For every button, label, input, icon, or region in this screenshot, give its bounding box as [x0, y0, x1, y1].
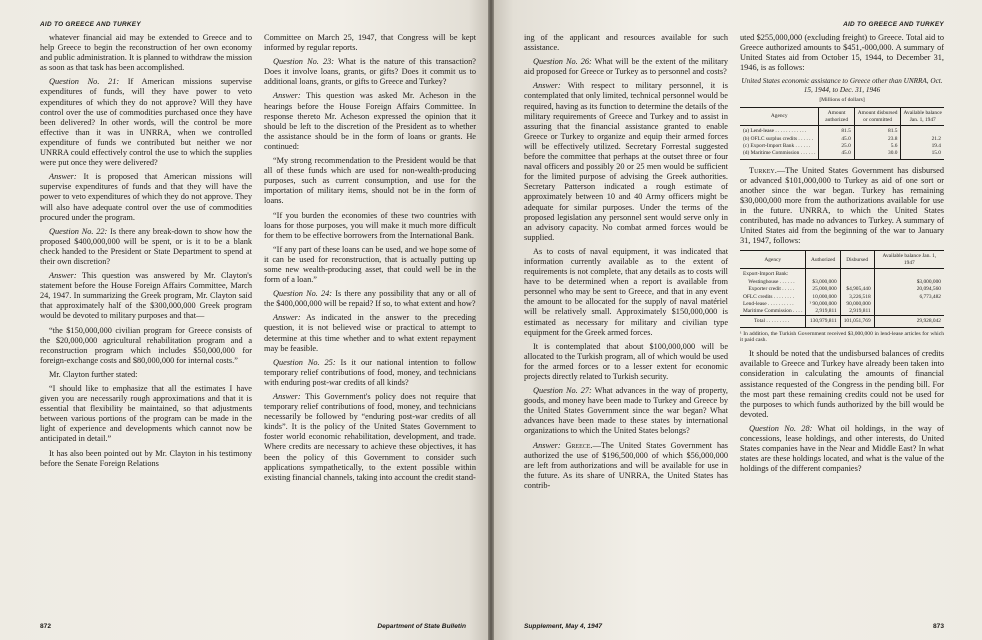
left-page	[0, 0, 488, 640]
paragraph-text: What oil holdings, in the way of concessions, lease holdings, and other interests, do United States companies have in the Near and Middle East? In what states are these holdings located, and what is the value of the holdings of the different companies?	[740, 423, 944, 474]
table-cell: 90,000,000	[840, 300, 874, 307]
table-cell: OFLC credits . . . . . . . .	[743, 293, 795, 300]
table-cell: 21.2	[901, 135, 944, 142]
paragraph	[264, 33, 476, 53]
table-cell	[901, 126, 944, 135]
paragraph-text: ing of the applicant and resources available for such assistance.	[524, 33, 728, 53]
paragraph-text: Is there any break-down to show how the proposed $400,000,000 will be spent, or is it to be a blank check handed to the President or State Department to spend at their own discretion?	[40, 226, 252, 266]
table-cell: 19.4	[901, 142, 944, 149]
page-number-right: 873	[932, 623, 944, 630]
question-lead: Answer:	[273, 91, 301, 101]
paragraph-text: whatever financial aid may be extended to Greece and to help Greece to begin the reconstruction of her own economy and public administration. It is planned to withdraw the mission as soon as that task has been accomplished.	[40, 33, 252, 73]
question-lead: Question No. 26:	[533, 57, 592, 67]
paragraph-text: It has also been pointed out by Mr. Clayton in his testimony before the Senate Foreign Relations	[40, 448, 252, 468]
paragraph-text: “If you burden the economies of these two countries with loans for those purposes, you will make it much more difficult for them to be effective borrowers from the International Bank.	[264, 210, 476, 240]
paragraph-text: Is it our national intention to follow temporary relief contributions of food, money, and technicians with enduring post-war credits of all kinds?	[264, 357, 476, 387]
right-column-2	[740, 33, 944, 611]
issue-date: Supplement, May 4, 1947	[524, 623, 603, 630]
table-header-cell: Available balance Jan. 1, 1947	[874, 251, 944, 269]
table-cell: ¹ 90,000,000	[806, 300, 840, 307]
right-page-columns	[524, 33, 944, 611]
table-cell: 20,094,560	[874, 286, 944, 293]
table-header-cell: Agency	[740, 251, 806, 269]
paragraph	[40, 326, 252, 366]
table-row	[740, 269, 944, 278]
table-row	[740, 150, 944, 159]
table-row	[740, 278, 944, 285]
table-header-cell: Amount disbursed or committed	[854, 108, 901, 126]
table-row	[740, 126, 944, 135]
paragraph-text: Mr. Clayton further stated:	[49, 369, 138, 379]
table-row	[740, 300, 944, 307]
right-column-2-bottom	[740, 349, 944, 474]
country-heading: Greece.	[560, 440, 593, 450]
running-head-right: AID TO GREECE AND TURKEY	[843, 21, 944, 28]
question-lead: Answer:	[49, 271, 77, 281]
table-cell: 130,979,811	[806, 316, 840, 327]
paragraph-text: What is the nature of this transaction? Does it involve loans, grants, or gifts? Does it commit us to additional loans, grants, or gifts to Greece and Turkey?	[264, 57, 476, 87]
paragraph	[40, 227, 252, 267]
paragraph	[740, 424, 944, 474]
table-cell: $3,000,000	[806, 278, 840, 285]
greece-table-header	[740, 108, 944, 126]
paragraph-text: If American missions supervise expenditures of funds, will they have power to veto expenditures of which they do not approve? Will they have control over the use of commodities purchased once they have been delivered? In other words, will the control be more effective than it was in UNRRA, when we controlled expenditure of funds we contributed but neither we nor UNRRA could effectively control the use to which the supplies were put once they were delivered?	[40, 77, 252, 168]
table-cell	[840, 269, 874, 278]
table-cell: Westinghouse . . . . . .	[743, 278, 795, 285]
question-lead: Question No. 22:	[49, 226, 108, 236]
table-cell: (a) Lend-lease . . . . . . . . . . . .	[743, 128, 807, 135]
turkey-aid-table	[740, 250, 944, 327]
paragraph	[524, 57, 728, 77]
table-cell	[874, 269, 944, 278]
table-row	[740, 286, 944, 293]
paragraph	[524, 441, 728, 491]
paragraph-text: What advances in the way of property, goods, and money have been made to Turkey and Greece by the United States Government since the war began? What advances have been made to these states by international organizations to which the United States belongs?	[524, 386, 728, 436]
table-cell	[874, 300, 944, 307]
table-cell: Total . . . . . . . . .	[740, 316, 806, 327]
table-cell: 2,919,811	[806, 308, 840, 316]
table-cell: 10,000,000	[806, 293, 840, 300]
table-cell: $4,905,440	[840, 286, 874, 293]
table-header-cell: Available balance Jan. 1, 1947	[901, 108, 944, 126]
turkey-text: —The United States Government has disbursed or advanced $101,000,000 to Turkey as aid of one sort or another since the war began. Turkey has remaining $30,000,000 more from the authorizations available for use in the future. UNRRA, to which the United States contributed, has made no advances to Turkey. A summary of United States aid from the beginning of the war to January 31, 1947, follows:	[740, 165, 944, 246]
paragraph-text: What will be the extent of the military aid proposed for Greece or Turkey as to personnel and costs?	[524, 57, 728, 77]
question-lead: Question No. 27:	[533, 386, 592, 396]
table-cell: 30.0	[854, 150, 901, 159]
question-lead: Answer:	[533, 440, 561, 450]
table-cell: (c) Export-Import Bank . . . . . .	[743, 142, 811, 149]
paragraph	[264, 156, 476, 206]
paragraph-text: Is there any possibility that any or all of the $400,000,000 will be repaid? If so, to what extent and how?	[264, 289, 476, 309]
table-cell: Export-Import Bank:	[743, 271, 789, 278]
paragraph	[40, 449, 252, 469]
turkey-heading: Turkey.	[749, 165, 777, 175]
paragraph	[40, 370, 252, 380]
paragraph-text: It should be noted that the undisbursed balances of credits available to Greece and Turkey have already been taken into consideration in calculating the amounts of financial assistance requested of the Congress in the pending bill. For the most part these remaining credits could not be used for the purposes to which funds authorized by the bill would be devoted.	[740, 349, 944, 419]
table-cell: 23.8	[854, 135, 901, 142]
paragraph	[264, 358, 476, 388]
table-cell: 45.0	[819, 135, 854, 142]
publication-title: Department of State Bulletin	[377, 623, 466, 630]
greece-table-unit: [Millions of dollars]	[819, 97, 865, 104]
paragraph	[40, 33, 252, 73]
table-cell: 2,919,811	[840, 308, 874, 316]
table-cell: Maritime Commission . . . .	[743, 308, 803, 315]
paragraph-text: —The United States Government has authorized the use of $196,500,000 of which $56,000,000 are left from authorizations and will be available for use in the future. As its share of UNRRA, the United States has contrib-	[524, 440, 728, 490]
turkey-paragraph	[740, 166, 944, 247]
table-row	[740, 308, 944, 316]
left-page-columns	[40, 33, 476, 611]
paragraph-text: It is proposed that American missions will supervise expenditures of funds and that they will have the power to veto expenditures of which they do not approve. They will also have adequate control over the use of commodities procured under the program.	[40, 172, 252, 222]
table-row	[740, 142, 944, 149]
table-cell	[840, 278, 874, 285]
paragraph-text: It is contemplated that about $100,000,000 will be allocated to the Turkish program, all of which would be used for the armed forces or to a lesser extent for economic projects directly related to Turkish security.	[524, 341, 728, 381]
paragraph	[40, 172, 252, 222]
table-cell: 81.5	[819, 126, 854, 135]
paragraph	[264, 289, 476, 309]
paragraph	[524, 386, 728, 436]
paragraph	[40, 77, 252, 168]
question-lead: Answer:	[273, 313, 301, 323]
paragraph-text: As to costs of naval equipment, it was indicated that information currently available as to the extent of requirements is not complete, that any details as to costs will have to be determined when a report is available from personnel who may be sent to Greece, and that in any event the amount to be allocated for the supply of naval matériel will be relatively small. Approximately $150,000,000 is estimated as necessary for military and civilian type equipment for the Greek armed forces.	[524, 246, 728, 337]
paragraph-text: “My strong recommendation to the President would be that all of these funds which are used for non-wealth-producing purposes, such as current consumption, and use for the importation of military items, should not be in the form of loans.	[264, 156, 476, 206]
table-cell	[806, 269, 840, 278]
table-cell: 25.0	[819, 142, 854, 149]
greece-aid-table	[740, 107, 944, 159]
paragraph-text: This Government's policy does not require that temporary relief contributions of food, money, and technicians necessarily be followed by “enduring post-war credits of all kinds”. It is the policy of the United States Government to foster world economic rehabilitation, development, and trade. Where credits are necessary to achieve these objectives, it has been the policy of this Government to consider such applications sympathetically, to the extent possible within existing financial channels, taking into account the credit stand-	[264, 392, 476, 482]
table-cell: 3,226,518	[840, 293, 874, 300]
paragraph	[524, 247, 728, 338]
table-header-cell: Authorized	[806, 251, 840, 269]
table-cell: 29,928,042	[874, 316, 944, 327]
table-cell: $3,000,000	[874, 278, 944, 285]
paragraph-text: “I should like to emphasize that all the estimates I have given you are necessarily rough approximations and that it is essential that flexibility be maintained, so that adjustments between various portions of the program can be made in the light of experience and developments which cannot now be anticipated in detail.”	[40, 384, 252, 444]
paragraph	[264, 245, 476, 285]
question-lead: Question No. 24:	[273, 289, 333, 299]
paragraph	[524, 342, 728, 382]
turkey-table-header	[740, 251, 944, 269]
paragraph	[524, 81, 728, 243]
table-cell: 81.5	[854, 126, 901, 135]
question-lead: Answer:	[273, 392, 301, 401]
paragraph	[264, 211, 476, 241]
paragraph	[40, 271, 252, 321]
table-row	[740, 293, 944, 300]
paragraph-text: “If any part of these loans can be used, and we hope some of it can be used for reconstruction, that is actually putting up some new wealth-producing asset, that could well be in the form of a loan.”	[264, 244, 476, 285]
table-cell: (d) Maritime Commission . . . . . .	[740, 150, 819, 159]
table-header-cell: Agency	[740, 108, 819, 126]
greece-aid-paragraph: uted $255,000,000 (excluding freight) to Greece. Total aid to Greece authorized amounts to $451,-000,000. A summary of United States aid from October 15, 1944, to December 31, 1946, is as follows:	[740, 33, 944, 73]
paragraph-text: “the $150,000,000 civilian program for Greece consists of the $20,000,000 agricultural rehabilitation program and a reconstruction program which includes $50,000,000 for foreign-exchange costs and $80,000,000 for internal costs.”	[40, 325, 252, 365]
paragraph-text: This question was answered by Mr. Clayton's statement before the House Foreign Affairs Committee, March 24, 1947. In summarizing the Greek program, Mr. Clayton said that approximately half of the $300,000,000 Greek program would be devoted to military purposes and that—	[40, 271, 252, 321]
right-page	[494, 0, 982, 640]
table-header-cell: Amount authorized	[819, 108, 854, 126]
right-column-1	[524, 33, 728, 611]
paragraph	[524, 33, 728, 53]
page-number-left: 872	[40, 623, 52, 630]
table-cell: 45.0	[819, 150, 854, 159]
table-cell: 101,051,769	[840, 316, 874, 327]
paragraph	[40, 384, 252, 445]
question-lead: Question No. 23:	[273, 57, 334, 67]
paragraph	[740, 349, 944, 420]
paragraph-text: With respect to military personnel, it is contemplated that only limited, technical personnel would be required, having as its function to determine the details of the military requirements of Greece and Turkey and to assist in assuring that the financial assistance granted to enable Greece or Turkey to organize and equip their armed forces will be effectively utilized. Secretary Forrestal suggested before the committee that perhaps at the outset three or four naval officers and possibly 20 or 25 men would be sufficient for the limited purpose of advising the Greek authorities. Secretary Patterson indicated a rough estimate of approximately between 10 and 40 Army officers might be adequate for similar purposes. Under the terms of the proposed legislation any personnel sent would serve only in an advisory capacity. No combat armed forces would be supplied.	[524, 81, 728, 242]
question-lead: Answer:	[533, 81, 561, 91]
table-cell: Exporter credit . . . . .	[743, 286, 795, 293]
table-row	[740, 135, 944, 142]
table-cell: 15.0	[901, 150, 944, 159]
paragraph-text: As indicated in the answer to the preceding question, it is not believed wise or practical to attempt to determine at this time whether and to what extent repayment may be feasible.	[264, 313, 476, 353]
table-total-row	[740, 316, 944, 327]
greece-table-caption: United States economic assistance to Greece other than UNRRA, Oct. 15, 1944, to Dec. 31, 1946	[741, 77, 943, 94]
table-cell: 25,000,000	[806, 286, 840, 293]
paragraph	[264, 392, 476, 483]
question-lead: Question No. 28:	[749, 423, 813, 433]
table-cell: Lend-lease . . . . . . . . . .	[743, 300, 794, 307]
paragraph-text: This question was asked Mr. Acheson in the hearings before the House Foreign Affairs Committee. In response thereto Mr. Acheson expressed the opinion that it should be left to the discretion of the President as to whether the assistance should be in the form of loans or grants. He continued:	[264, 91, 476, 151]
left-column-1	[40, 33, 252, 611]
table-cell: 6,773,482	[874, 293, 944, 300]
table-cell: 5.6	[854, 142, 901, 149]
left-column-2	[264, 33, 476, 611]
table-header-cell: Disbursed	[840, 251, 874, 269]
paragraph	[264, 57, 476, 87]
question-lead: Question No. 21:	[49, 77, 120, 87]
question-lead: Answer:	[49, 172, 77, 182]
running-head-left: AID TO GREECE AND TURKEY	[40, 21, 141, 28]
paragraph	[264, 313, 476, 353]
paragraph-text: Committee on March 25, 1947, that Congress will be kept informed by regular reports.	[264, 33, 476, 53]
turkey-table-footnote: ¹ In addition, the Turkish Government received $3,000,000 in lend-lease articles for which it paid cash.	[740, 330, 944, 344]
table-cell	[874, 308, 944, 316]
paragraph	[264, 91, 476, 152]
table-cell: (b) OFLC surplus credits . . . . . .	[743, 135, 814, 142]
question-lead: Question No. 25:	[273, 357, 336, 367]
